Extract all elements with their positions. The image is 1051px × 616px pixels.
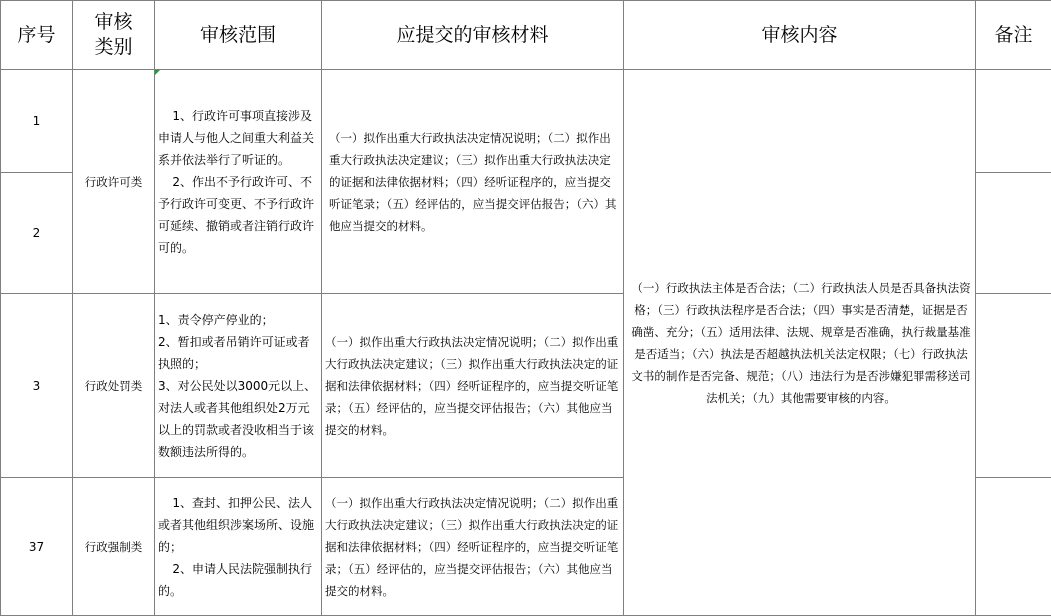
row-remark [976,294,1051,478]
scope-item: 1、行政许可事项直接涉及申请人与他人之间重大利益关系并依法举行了听证的。 [158,108,315,167]
header-materials: 应提交的审核材料 [322,1,624,70]
row-materials [322,70,624,294]
header-scope: 审核范围 [155,1,322,70]
row-scope [155,70,322,294]
comment-marker [155,70,160,75]
review-content-text: （一）行政执法主体是否合法；（二）行政执法人员是否具备执法资格；（三）行政执法程序是否合法；（四）事实是否清楚，证据是否确凿、充分；（五）适用法律、法规、规章是否准确，执行裁量基准是否适当；（六）执法是否超越执法机关法定权限；（七）行政执法文书的制作是否完备、规范；（八）违法行为是否涉嫌犯罪需移送司法机关；（九）其他需要审核的内容。 [631,280,971,405]
row-category: 行政许可类 [73,70,155,294]
row-no: 3 [1,294,73,478]
materials-text: （一）拟作出重大行政执法决定情况说明；（二）拟作出重大行政执法决定建议；（三）拟作出重大行政执法决定的证据和法律依据材料；（四）经听证程序的，应当提交听证笔录；（五）经评估的，应当提交评估报告；（六）其他应当提交的材料。 [329,130,617,233]
row-no: 2 [1,173,73,294]
header-category-text: 审核类别 [94,11,133,58]
scope-item: 1、责令停产停业的； [158,312,274,327]
row-no: 37 [1,478,73,616]
row-materials [322,478,624,616]
review-content [624,70,976,616]
row-remark [976,173,1051,294]
header-content: 审核内容 [624,1,976,70]
scope-item: 2、暂扣或者吊销许可证或者执照的； [158,334,310,371]
row-no: 1 [1,70,73,173]
row-materials [322,294,624,478]
row-category: 行政强制类 [73,478,155,616]
header-remark: 备注 [976,1,1051,70]
row-remark [976,478,1051,616]
row-category: 行政处罚类 [73,294,155,478]
scope-item: 2、作出不予行政许可、不予行政许可变更、不予行政许可延续、撤销或者注销行政许可的。 [158,174,315,255]
table-row [1,70,1051,173]
scope-item: 2、申请人民法院强制执行的。 [158,561,313,598]
scope-item: 1、查封、扣押公民、法人或者其他组织涉案场所、设施的； [158,495,315,554]
scope-item: 3、对公民处以3000元以上、对法人或者其他组织处2万元以上的罚款或者没收相当于该数额违法所得的。 [158,378,317,459]
materials-text: （一）拟作出重大行政执法决定情况说明；（二）拟作出重大行政执法决定建议；（三）拟作出重大行政执法决定的证据和法律依据材料；（四）经听证程序的，应当提交听证笔录；（五）经评估的，应当提交评估报告；（六）其他应当提交的材料。 [325,334,619,437]
header-no: 序号 [1,1,73,70]
header-row [1,1,1051,70]
materials-text: （一）拟作出重大行政执法决定情况说明；（二）拟作出重大行政执法决定建议；（三）拟作出重大行政执法决定的证据和法律依据材料；（四）经听证程序的，应当提交听证笔录；（五）经评估的，应当提交评估报告；（六）其他应当提交的材料。 [325,495,619,598]
row-remark [976,70,1051,173]
row-scope [155,478,322,616]
header-category [73,1,155,70]
row-scope [155,294,322,478]
